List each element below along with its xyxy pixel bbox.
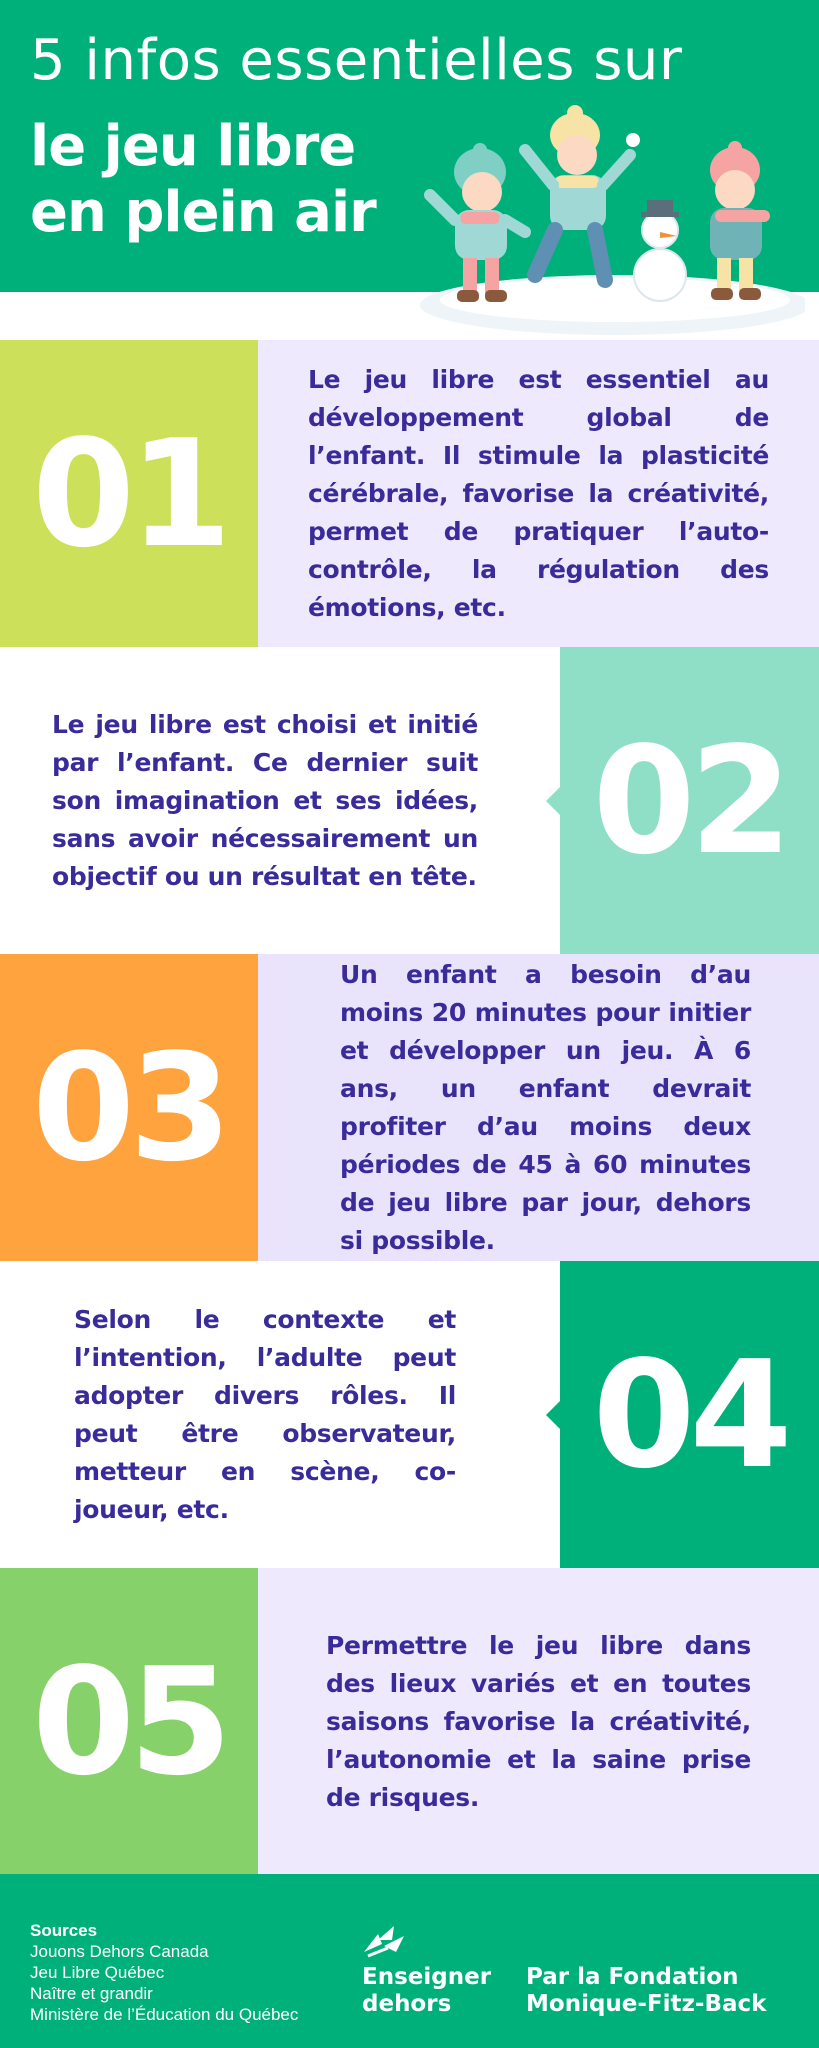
section-number-3: 03: [0, 954, 258, 1261]
child-right: [710, 141, 770, 300]
info-section-5: [0, 1568, 819, 1875]
footer: [0, 1874, 819, 2048]
header-title: [30, 114, 376, 246]
info-section-1: [0, 340, 819, 647]
source-item: Naître et grandir: [30, 1984, 153, 2003]
header-title-line-2: en plein air: [30, 180, 376, 245]
section-number-1: 01: [0, 340, 258, 647]
sources-list: [30, 1920, 298, 2025]
arrow-marker: [546, 1401, 560, 1429]
section-text-block-2: [0, 647, 560, 954]
snowman: [634, 200, 686, 301]
brand-enseigner-dehors: [362, 1964, 491, 2018]
child-left: [430, 143, 525, 302]
section-text-1: Le jeu libre est essentiel au développement global de l’enfant. Il stimule la plasticité cérébrale, favorise la créativité, permet de pratiquer l’auto-contrôle, la régulation des émotions, etc.: [308, 364, 769, 622]
info-section-3: [0, 954, 819, 1261]
section-number-4: 04: [560, 1261, 819, 1568]
brand-fondation: [526, 1964, 766, 2018]
section-number-2: 02: [560, 647, 819, 954]
arrow-marker: [546, 787, 560, 815]
section-text-4: Selon le contexte et l’intention, l’adulte peut adopter divers rôles. Il peut être observateur, metteur en scène, co-joueur, etc.: [74, 1304, 456, 1524]
enseigner-dehors-leaf-icon: [358, 1922, 410, 1962]
info-section-2: [0, 647, 819, 954]
brand2-line-2: Monique-Fitz-Back: [526, 1991, 767, 2017]
brand1-line-1: Enseigner: [362, 1964, 492, 1990]
section-text-block-4: [0, 1261, 560, 1568]
section-text-5: Permettre le jeu libre dans des lieux variés et en toutes saisons favorise la créativité, l’autonomie et la saine prise de risques.: [326, 1630, 751, 1812]
source-item: Jeu Libre Québec: [30, 1963, 165, 1982]
info-section-4: [0, 1261, 819, 1568]
header-title-line-1: le jeu libre: [30, 114, 356, 179]
section-number-5: 05: [0, 1568, 258, 1875]
source-item: Jouons Dehors Canada: [30, 1942, 209, 1961]
section-text-3: Un enfant a besoin d’au moins 20 minutes pour initier et développer un jeu. À 6 ans, un enfant devrait profiter d’au moins deux périodes de 45 à 60 minutes de jeu libre par jour, dehors si possible.: [340, 959, 751, 1255]
section-text-2: Le jeu libre est choisi et initié par l’enfant. Ce dernier suit son imagination et ses idées, sans avoir nécessairement un objectif ou un résultat en tête.: [52, 709, 478, 891]
source-item: Ministère de l’Éducation du Québec: [30, 2005, 299, 2024]
brand2-line-1: Par la Fondation: [526, 1964, 739, 1990]
section-text-block-3: [258, 954, 819, 1261]
child-middle: [525, 105, 640, 280]
section-text-block-1: [258, 340, 819, 647]
sources-title: Sources: [30, 1921, 98, 1940]
section-text-block-5: [258, 1568, 819, 1875]
brand1-line-2: dehors: [362, 1991, 452, 2017]
header-subtitle: 5 infos essentielles sur: [30, 28, 683, 93]
children-snowman-illustration: [405, 100, 805, 335]
